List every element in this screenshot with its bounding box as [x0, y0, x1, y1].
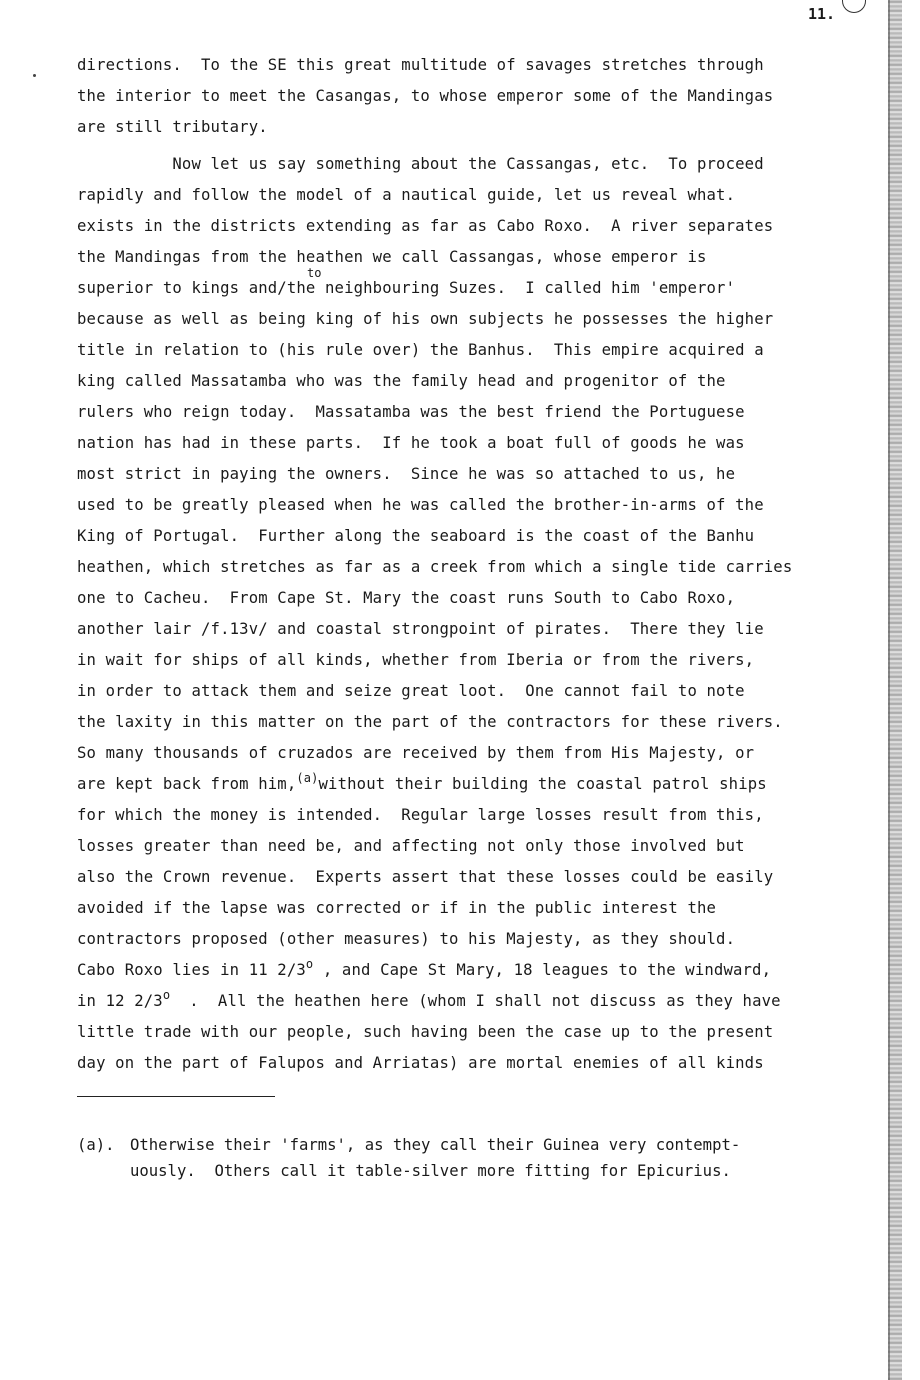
text-line: nation has had in these parts. If he took a boat full of goods he was: [77, 434, 745, 452]
text-line: king called Massatamba who was the family head and progenitor of the: [77, 372, 726, 390]
text-line: directions. To the SE this great multitude of savages stretches through: [77, 56, 764, 74]
degree-sign: o: [162, 988, 171, 1002]
text-segment: are kept back from him,: [77, 775, 297, 793]
text-line: are still tributary.: [77, 118, 268, 136]
text-line: King of Portugal. Further along the seaboard is the coast of the Banhu: [77, 527, 755, 545]
text-line: used to be greatly pleased when he was called the brother-in-arms of the: [77, 496, 764, 514]
text-line: in wait for ships of all kinds, whether from Iberia or from the rivers,: [77, 651, 755, 669]
footnote-label: (a).: [77, 1136, 115, 1154]
text-line: in order to attack them and seize great loot. One cannot fail to note: [77, 682, 745, 700]
text-line: [77, 988, 781, 1011]
text-segment: Cabo Roxo lies in 11 2/3: [77, 961, 306, 979]
inserted-word: to: [307, 266, 322, 280]
margin-dot: [33, 74, 36, 77]
text-line: rapidly and follow the model of a nautical guide, let us reveal what.: [77, 186, 736, 204]
text-line: [77, 771, 767, 794]
footnote-rule: [77, 1096, 275, 1097]
text-line: contractors proposed (other measures) to his Majesty, as they should.: [77, 930, 736, 948]
text-line: because as well as being king of his own subjects he possesses the higher: [77, 310, 774, 328]
text-line: another lair /f.13v/ and coastal strongpoint of pirates. There they lie: [77, 620, 764, 638]
page-edge-line: [888, 0, 890, 1380]
text-line: the laxity in this matter on the part of the contractors for these rivers.: [77, 713, 783, 731]
text-line: exists in the districts extending as far as Cabo Roxo. A river separates: [77, 217, 774, 235]
text-line: also the Crown revenue. Experts assert that these losses could be easily: [77, 868, 774, 886]
text-line: heathen, which stretches as far as a creek from which a single tide carries: [77, 558, 793, 576]
text-segment: . All the heathen here (whom I shall not discuss as they have: [170, 992, 781, 1010]
text-line: superior to kings and/the neighbouring Suzes. I called him 'emperor': [77, 279, 736, 297]
footnote-line: Otherwise their 'farms', as they call their Guinea very contempt-: [130, 1136, 741, 1154]
text-line: avoided if the lapse was corrected or if in the public interest the: [77, 899, 717, 917]
corner-mark: [842, 0, 866, 13]
footnote-ref: (a): [296, 771, 319, 785]
text-line: for which the money is intended. Regular large losses result from this,: [77, 806, 764, 824]
text-segment: in 12 2/3: [77, 992, 163, 1010]
text-line: little trade with our people, such having been the case up to the present: [77, 1023, 774, 1041]
text-line: rulers who reign today. Massatamba was the best friend the Portuguese: [77, 403, 745, 421]
page-edge-strip: [888, 0, 902, 1380]
text-line: most strict in paying the owners. Since he was so attached to us, he: [77, 465, 736, 483]
text-segment: without their building the coastal patrol ships: [318, 775, 767, 793]
text-line: the interior to meet the Casangas, to whose emperor some of the Mandingas: [77, 87, 774, 105]
text-line: So many thousands of cruzados are received by them from His Majesty, or: [77, 744, 755, 762]
text-line: day on the part of Falupos and Arriatas) are mortal enemies of all kinds: [77, 1054, 764, 1072]
text-line: Now let us say something about the Cassangas, etc. To proceed: [77, 155, 764, 173]
text-line: one to Cacheu. From Cape St. Mary the coast runs South to Cabo Roxo,: [77, 589, 736, 607]
page-number: 11.: [808, 5, 836, 23]
text-line: [77, 957, 772, 980]
text-line: title in relation to (his rule over) the Banhus. This empire acquired a: [77, 341, 764, 359]
degree-sign: o: [305, 957, 314, 971]
text-segment: , and Cape St Mary, 18 leagues to the windward,: [313, 961, 772, 979]
text-line: losses greater than need be, and affecting not only those involved but: [77, 837, 745, 855]
text-line: the Mandingas from the heathen we call Cassangas, whose emperor is: [77, 248, 707, 266]
footnote-line: uously. Others call it table-silver more fitting for Epicurius.: [130, 1162, 731, 1180]
